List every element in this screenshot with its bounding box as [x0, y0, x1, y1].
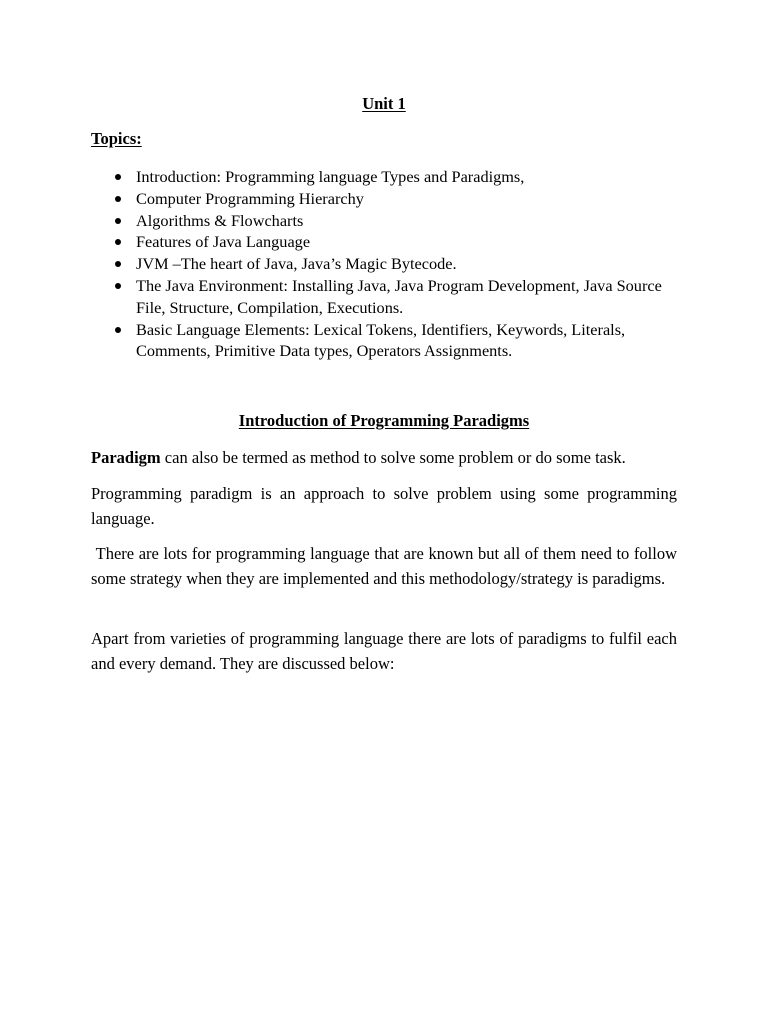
bullet-icon: [115, 261, 121, 267]
paragraph-approach: Programming paradigm is an approach to solve problem using some programming language.: [91, 484, 677, 528]
list-item-text: The Java Environment: Installing Java, Java Program Development, Java Source File, Structure, Compilation, Executions.: [136, 275, 662, 317]
paragraph-text: can also be termed as method to solve some problem or do some task.: [160, 448, 626, 467]
bullet-icon: [115, 327, 121, 333]
bullet-icon: [115, 196, 121, 202]
list-item: [0, 253, 768, 275]
list-item: [0, 188, 768, 210]
list-item-text: Features of Java Language: [136, 232, 311, 252]
paragraph-strategy: There are lots for programming language that are known but all of them need to follow some strategy when they are implemented and this methodology/strategy is paradigms.: [91, 544, 677, 588]
bullet-icon: [115, 174, 121, 180]
paragraph-definition: [91, 446, 677, 471]
topics-list: [0, 166, 768, 362]
list-item-text: Computer Programming Hierarchy: [136, 188, 364, 208]
list-item: [0, 166, 768, 188]
paragraph-term: Paradigm: [91, 448, 161, 467]
list-item-text: Introduction: Programming language Types and Paradigms,: [136, 167, 525, 186]
topics-label: Topics:: [91, 129, 142, 148]
list-item: [0, 210, 768, 232]
list-item: [0, 231, 768, 253]
list-item: [0, 319, 768, 363]
bullet-icon: [115, 218, 121, 224]
paragraph-varieties: Apart from varieties of programming language there are lots of paradigms to fulfil each and every demand. They are discussed below:: [91, 629, 677, 673]
section-title: Introduction of Programming Paradigms: [238, 411, 530, 430]
unit-title: Unit 1: [362, 94, 406, 113]
bullet-icon: [115, 239, 121, 245]
bullet-icon: [115, 283, 121, 289]
list-item-text: Algorithms & Flowcharts: [136, 210, 304, 230]
list-item-text: Basic Language Elements: Lexical Tokens, Identifiers, Keywords, Literals, Comments, Primitive Data types, Operators Assignments.: [136, 319, 626, 361]
list-item-text: JVM –The heart of Java, Java’s Magic Bytecode.: [136, 254, 457, 274]
list-item: [0, 275, 768, 319]
